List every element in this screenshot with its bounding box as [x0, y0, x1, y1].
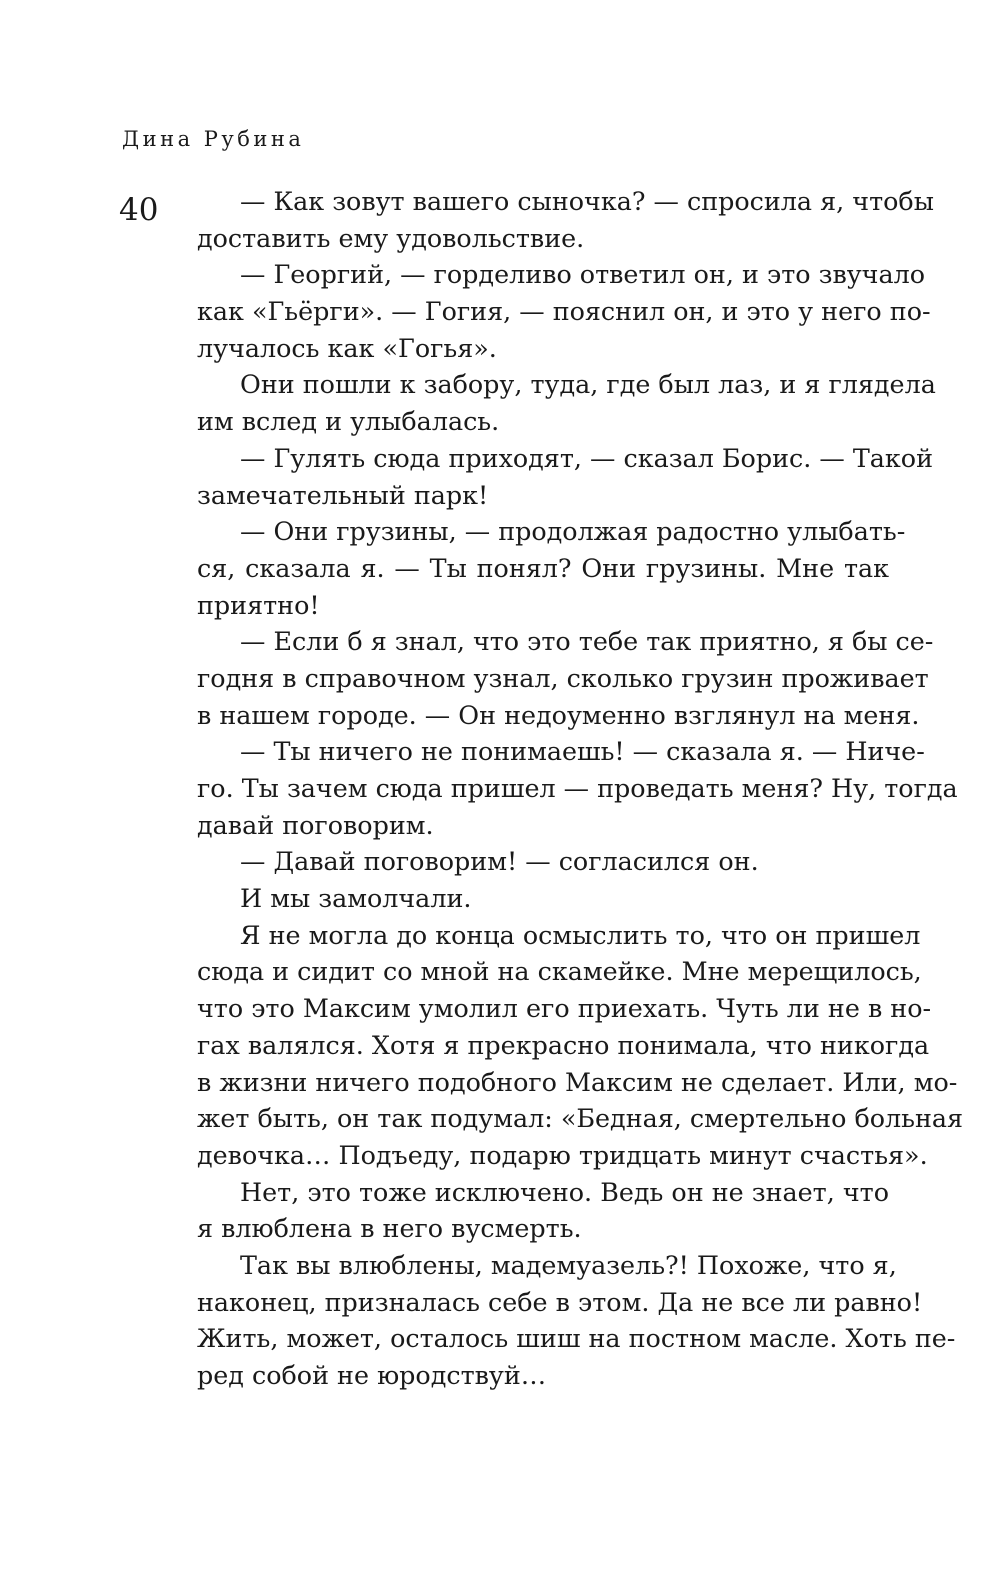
text-line: жет быть, он так подумал: «Бедная, смертельно больная [197, 1103, 964, 1134]
text-line: — Давай поговорим! — согласился он. [240, 846, 759, 877]
text-line: как «Гьёрги». — Гогия, — пояснил он, и это у него по- [197, 296, 931, 327]
text-line: Я не могла до конца осмыслить то, что он пришел [240, 919, 921, 950]
page-number: 40 [119, 192, 159, 228]
text-line: И мы замолчали. [240, 883, 472, 914]
text-line: ся, сказала я. — Ты понял? Они грузины. Мне так [197, 552, 889, 583]
text-line: я влюблена в него вусмерть. [197, 1213, 582, 1244]
text-line: сюда и сидит со мной на скамейке. Мне мерещилось, [197, 956, 922, 987]
text-line: им вслед и улыбалась. [197, 406, 500, 437]
text-line: в нашем городе. — Он недоуменно взглянул на меня. [197, 699, 920, 730]
text-line: годня в справочном узнал, сколько грузин проживает [197, 662, 929, 693]
text-line: го. Ты зачем сюда пришел — проведать меня? Ну, тогда [197, 773, 958, 803]
body-text [197, 183, 964, 1394]
text-line: давай поговорим. [197, 809, 434, 840]
text-line: замечательный парк! [197, 479, 489, 510]
text-line: доставить ему удовольствие. [197, 222, 585, 253]
text-line: — Как зовут вашего сыночка? — спросила я, чтобы [240, 186, 934, 216]
text-line: приятно! [197, 589, 320, 620]
text-line: Так вы влюблены, мадемуазель?! Похоже, что я, [240, 1249, 897, 1280]
running-head: Дина Рубина [122, 127, 305, 151]
text-line: наконец, призналась себе в этом. Да не все ли равно! [197, 1286, 923, 1317]
text-line: в жизни ничего подобного Максим не сделает. Или, мо- [197, 1066, 958, 1097]
text-line: — Гулять сюда приходят, — сказал Борис. — Такой [240, 442, 933, 473]
text-line: Нет, это тоже исключено. Ведь он не знает, что [240, 1176, 889, 1207]
text-line: — Ты ничего не понимаешь! — сказала я. — Ниче- [240, 736, 925, 767]
text-line: Жить, может, осталось шиш на постном масле. Хоть пе- [197, 1323, 956, 1354]
text-line: гах валялся. Хотя я прекрасно понимала, что никогда [197, 1029, 930, 1060]
text-line: — Они грузины, — продолжая радостно улыбать- [240, 516, 906, 547]
text-line: лучалось как «Гогья». [197, 332, 497, 363]
text-line: — Георгий, — горделиво ответил он, и это звучало [240, 259, 926, 290]
text-line: — Если б я знал, что это тебе так приятно, я бы се- [240, 626, 934, 657]
text-line: Они пошли к забору, туда, где был лаз, и я глядела [240, 369, 936, 400]
text-line: ред собой не юродствуй… [197, 1360, 547, 1390]
text-line: девочка… Подъеду, подарю тридцать минут счастья». [197, 1139, 928, 1170]
text-line: что это Максим умолил его приехать. Чуть ли не в но- [197, 993, 932, 1024]
